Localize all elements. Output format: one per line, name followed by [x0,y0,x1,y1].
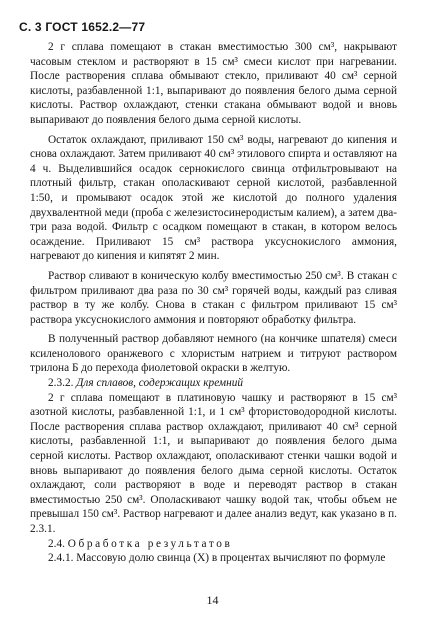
paragraph-titration: В полученный раствор добавляют немного (на кончике шпателя) смеси ксиленолового оранжевого с хлористым натрием и титруют раствором трилона Б до перехода фиолетовой окраски в желтую. [30,333,397,375]
section-number: 2.3.2. [48,377,74,390]
page-number: 14 [206,593,219,607]
paragraph-filtration: Раствор сливают в коническую колбу вместимостью 250 см³. В стакан с фильтром приливают два раза по 30 см³ горячей воды, каждый раз сливая раствор в ту же колбу. Снова в стакан с фильтром приливают 15 см³ раствора уксуснокислого аммония и повторяют обработку фильтра. [30,269,397,326]
paragraph-formula-intro: 2.4.1. Массовую долю свинца (X) в процентах вычисляют по формуле [48,552,386,565]
paragraph-silicon-alloys: 2 г сплава помещают в платиновую чашку и растворяют в 15 см³ азотной кислоты, разбавленной 1:1, и 1 см³ фтористоводородной кислоты. После растворения сплава раствор охлаждают, приливают 40 см³ серной кислоты, разбавленной 1:1, и выпаривают до появления белого дыма серной кислоты. Раствор охлаждают, ополаскивают стенки чашки водой и вновь выпаривают до появления белого дыма серной кислоты. Остаток охлаждают, соли растворяют в воде и переводят раствор в стакан вместимостью 250 см³. Ополаскивают чашку водой так, чтобы объем не превышал 150 см³. Раствор нагревают и далее анализ ведут, как указано в п. 2.3.1. [30,391,397,535]
document-body [30,40,397,566]
section-title: Обработка результатов [67,537,233,550]
section-title: Для сплавов, содержащих кремний [76,377,244,390]
section-number: 2.4. [48,537,65,550]
section-heading-2-4 [30,537,397,552]
section-heading-2-3-2 [30,376,397,391]
paragraph-dissolution: 2 г сплава помещают в стакан вместимостью 300 см³, накрывают часовым стеклом и растворяют в 15 см³ смеси кислот при нагревании. После растворения сплава обмывают стекло, приливают 40 см³ серной кислоты, разбавленной 1:1, выпаривают до появления белого дыма серной кислоты. Раствор охлаждают, стенки стакана обмывают водой и вновь выпаривают до появления белого дыма серной кислоты. [30,41,397,126]
document-header: С. 3 ГОСТ 1652.2—77 [19,20,146,34]
paragraph-precipitation: Остаток охлаждают, приливают 150 см³ воды, нагревают до кипения и снова охлаждают. Затем приливают 40 см³ этилового спирта и оставляют на 4 ч. Выделившийся осадок сернокислого свинца отфильтровывают на плотный фильтр, стакан ополаскивают серной кислотой, разбавленной 1:50, и промывают осадок этой же кислотой до полного удаления двухвалентной меди (проба с железистосинеродистым калием), а затем два-три раза водой. Фильтр с осадком помещают в стакан, в котором велось осаждение. Приливают 15 см³ раствора уксуснокислого аммония, нагревают до кипения и кипятят 2 мин. [30,133,397,263]
